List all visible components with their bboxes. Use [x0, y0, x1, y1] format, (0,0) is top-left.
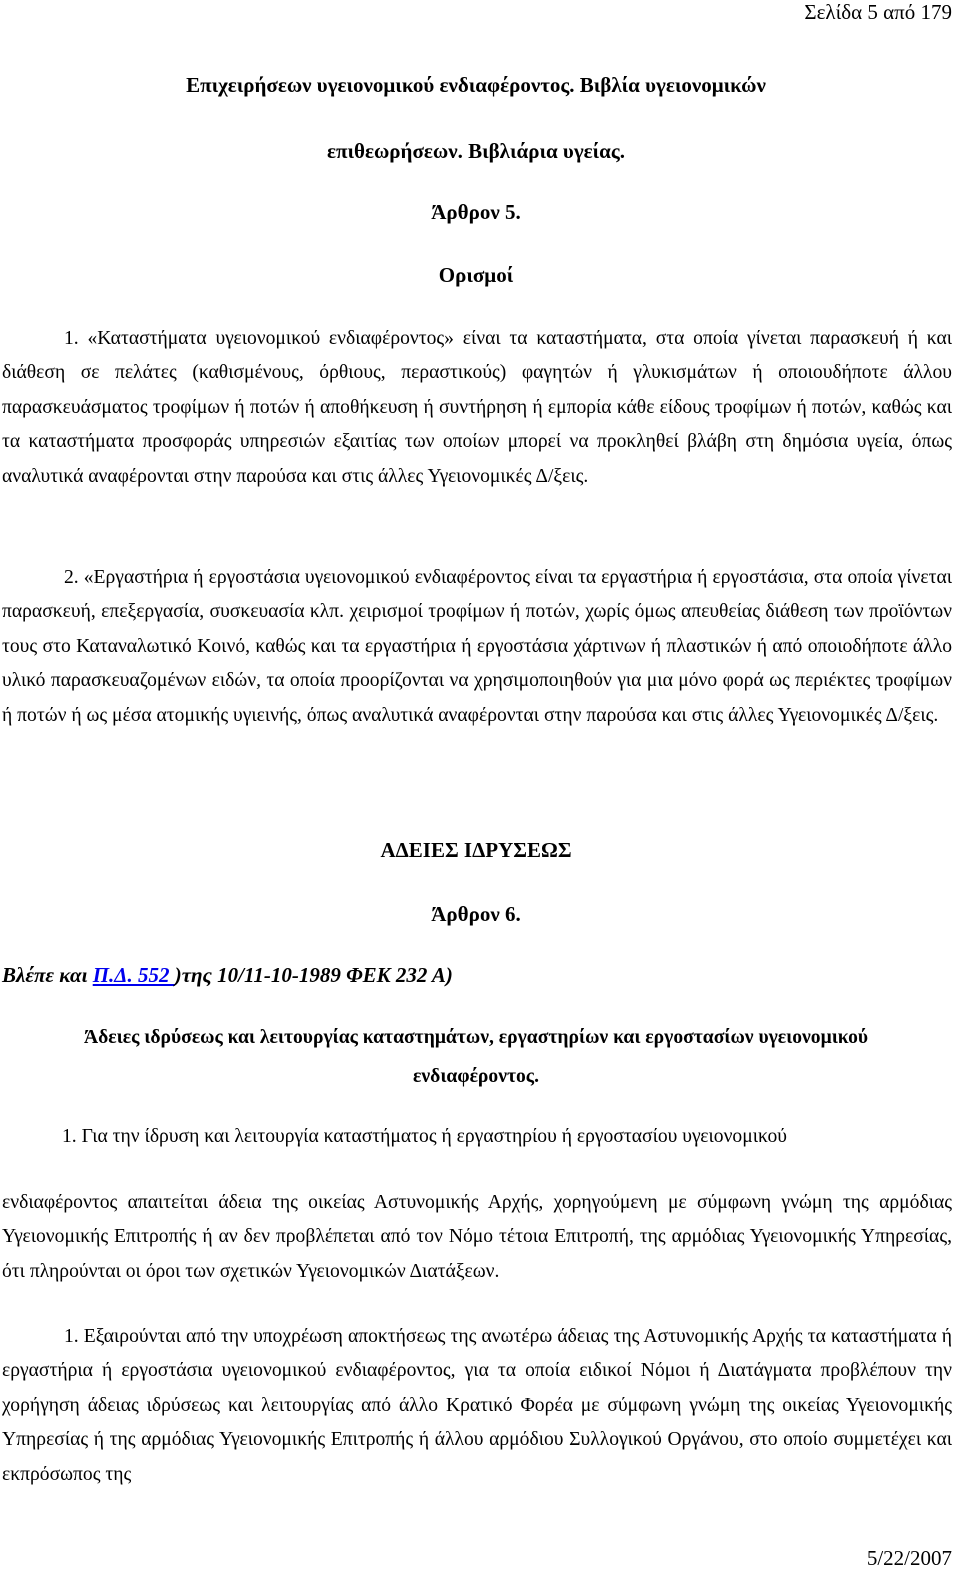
heading-line-2: επιθεωρήσεων. Βιβλιάρια υγείας.	[327, 139, 625, 163]
article-5-title: Άρθρον 5.	[431, 200, 521, 224]
article-6-paragraph-2: 1. Εξαιρούνται από την υποχρέωση αποκτήσεως της ανωτέρω άδειας της Αστυνομικής Αρχής τα καταστήματα ή εργαστήρια ή εργοστάσια υγειονομικού ενδιαφέροντος, για τα οποία ειδικοί Νόμοι ή Διατάγματα προβλέπουν την χορήγηση άδειας ιδρύσεως και λειτουργίας από άλλο Κρατικό Φορέα με σύμφωνη γνώμη της οικείας Υγειονομικής Υπηρεσίας ή της αρμόδιας Υγειονομικής Επιτροπής ή άλλου αρμόδιου Συλλογικού Οργάνου, στο οποίο συμμετέχει και εκπρόσωπος της	[2, 1326, 952, 1485]
article-6-heading-line-1: Άδειες ιδρύσεως και λειτουργίας καταστημάτων, εργαστηρίων και εργοστασίων υγειονομικού	[83, 1027, 869, 1048]
pd-552-link[interactable]: Π.Δ. 552	[92, 963, 175, 987]
see-also-suffix: )της 10/11-10-1989 ΦΕΚ 232 Α)	[174, 963, 453, 987]
page-number: Σελίδα 5 από 179	[804, 0, 952, 24]
article-6-paragraph-1-first-line: 1. Για την ίδρυση και λειτουργία καταστήματος ή εργαστηρίου ή εργοστασίου υγειονομικού	[62, 1126, 787, 1147]
see-also-reference	[2, 963, 453, 988]
heading-line-1: Επιχειρήσεων υγειονομικού ενδιαφέροντος. Βιβλία υγειονομικών	[186, 73, 766, 97]
article-6-paragraph-1-rest: ενδιαφέροντος απαιτείται άδεια της οικείας Αστυνομικής Αρχής, χορηγούμενη με σύμφωνη γνώμη της αρμόδιας Υγειονομικής Επιτροπής ή αν δεν προβλέπεται από τον Νόμο τέτοια Επιτροπή, της αρμόδιας Υγειονομικής Υπηρεσίας, ότι πληρούνται οι όροι των σχετικών Υγειονομικών Διατάξεων.	[2, 1192, 952, 1282]
article-6-heading-line-2: ενδιαφέροντος.	[413, 1066, 539, 1087]
article-6-title: Άρθρον 6.	[431, 902, 521, 926]
article-5-paragraph-1: 1. «Καταστήματα υγειονομικού ενδιαφέροντος» είναι τα καταστήματα, στα οποία γίνεται παρασκευή ή και διάθεση σε πελάτες (καθισμένους, όρθιους, περαστικούς) φαγητών ή γλυκισμάτων ή οποιουδήποτε άλλου παρασκευάσματος τροφίμων ή ποτών ή αποθήκευση ή συντήρηση ή εμπορία κάθε είδους τροφίμων ή ποτών, καθώς και τα καταστήματα προσφοράς υπηρεσιών εξαιτίας των οποίων μπορεί να προκληθεί βλάβη στη δημόσια υγεία, όπως αναλυτικά αναφέρονται στην παρούσα και στις άλλες Υγειονομικές Δ/ξεις.	[2, 328, 952, 487]
article-5-paragraph-2: 2. «Εργαστήρια ή εργοστάσια υγειονομικού ενδιαφέροντος είναι τα εργαστήρια ή εργοστάσια, στα οποία γίνεται παρασκευή, επεξεργασία, συσκευασία κλπ. χειρισμοί τροφίμων ή ποτών, χωρίς όμως απευθείας διάθεση των προϊόντων τους στο Καταναλωτικό Κοινό, καθώς και τα εργαστήρια ή εργοστάσια χάρτινων ή πλαστικών ή από οποιοδήποτε άλλο υλικό παρασκευαζομένων ειδών, τα οποία προορίζονται να χρησιμοποιηθούν για μια μόνο φορά ως περιέκτες τροφίμων ή ποτών ή ως μέσα ατομικής υγιεινής, όπως αναλυτικά αναφέρονται στην παρούσα και στις άλλες Υγειονομικές Δ/ξεις.	[2, 567, 952, 726]
section-title: ΑΔΕΙΕΣ ΙΔΡΥΣΕΩΣ	[380, 838, 572, 862]
footer-date: 5/22/2007	[866, 1546, 952, 1570]
see-also-prefix: Βλέπε και	[2, 963, 93, 987]
article-5-subtitle: Ορισμοί	[438, 263, 514, 287]
